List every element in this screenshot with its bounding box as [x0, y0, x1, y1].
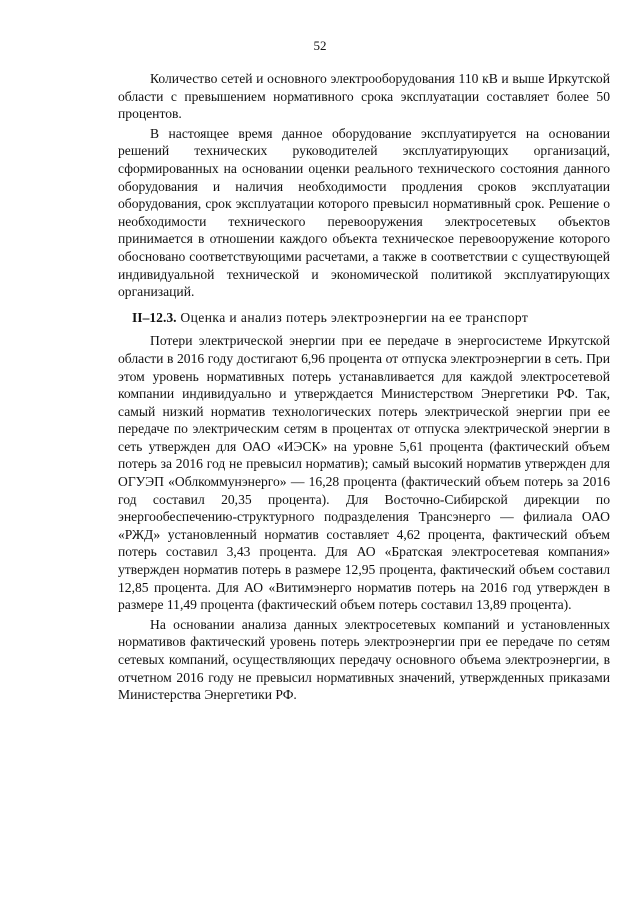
section-title: Оценка и анализ потерь электроэнергии на ее транспорт [180, 309, 529, 325]
paragraph-network-wear: Количество сетей и основного электрооборудования 110 кВ и выше Иркутской области с превышением нормативного срока эксплуатации составляет более 50 процентов. [118, 71, 610, 122]
paragraph-energy-losses: Потери электрической энергии при ее передаче в энергосистеме Иркутской области в 2016 году достигают 6,96 процента от отпуска электроэнергии в сеть. При этом уровень нормативных потерь устанавливается для каждой электросетевой компании индивидуально и утверждается Министерством Энергетики РФ. Так, самый низкий норматив технологических потерь электрической энергии при ее передаче по электрическим сетям в процентах от отпуска электрической энергии в сеть утвержден для ОАО «ИЭСК» на уровне 5,61 процента (фактический объем потерь за 2016 год не превысил норматив); самый высокий норматив утвержден для ОГУЭП «Облкоммунэнерго» — 16,28 процента (фактический объем потерь за 2016 год составил 20,35 процента). Для Восточно-Сибирской дирекции по энергообеспечению-структурного подразделения Трансэнерго — филиала ОАО «РЖД» установленный норматив составляет 4,62 процента, фактический объем потерь составил 3,43 процента. Для АО «Братская электросетевая компания» утвержден норматив потерь в размере 12,95 процента, фактический объем составил 12,85 процента. Для АО «Витимэнерго норматив потерь на 2016 год утвержден в размере 11,49 процента (фактический объем потерь составил 13,89 процента). [118, 333, 610, 613]
section-heading [118, 309, 610, 327]
paragraph-analysis-conclusion: На основании анализа данных электросетевых компаний и установленных нормативов фактический уровень потерь электроэнергии при ее передаче по сетям сетевых компаний, осуществляющих передачу основного объема электроэнергии, в отчетном 2016 году не превысил нормативных значений, утвержденных приказами Министерства Энергетики РФ. [118, 616, 610, 703]
section-number: II–12.3. [132, 309, 177, 325]
page-body [118, 70, 610, 706]
page-number: 52 [313, 38, 327, 53]
paragraph-equipment-operation: В настоящее время данное оборудование эксплуатируется на основании решений технических руководителей эксплуатирующих организаций, сформированных на основании оценки реального технического состояния данного оборудования и наличия необходимости продления сроков эксплуатации оборудования, срок эксплуатации которого превысил нормативный срок. Решение о необходимости технического перевооружения электросетевых объектов принимается в отношении каждого объекта техническое перевооружение которого обосновано соответствующими расчетами, а также в соответствии с существующей индивидуальной технической и экономической политикой эксплуатирующих организаций. [118, 125, 610, 300]
